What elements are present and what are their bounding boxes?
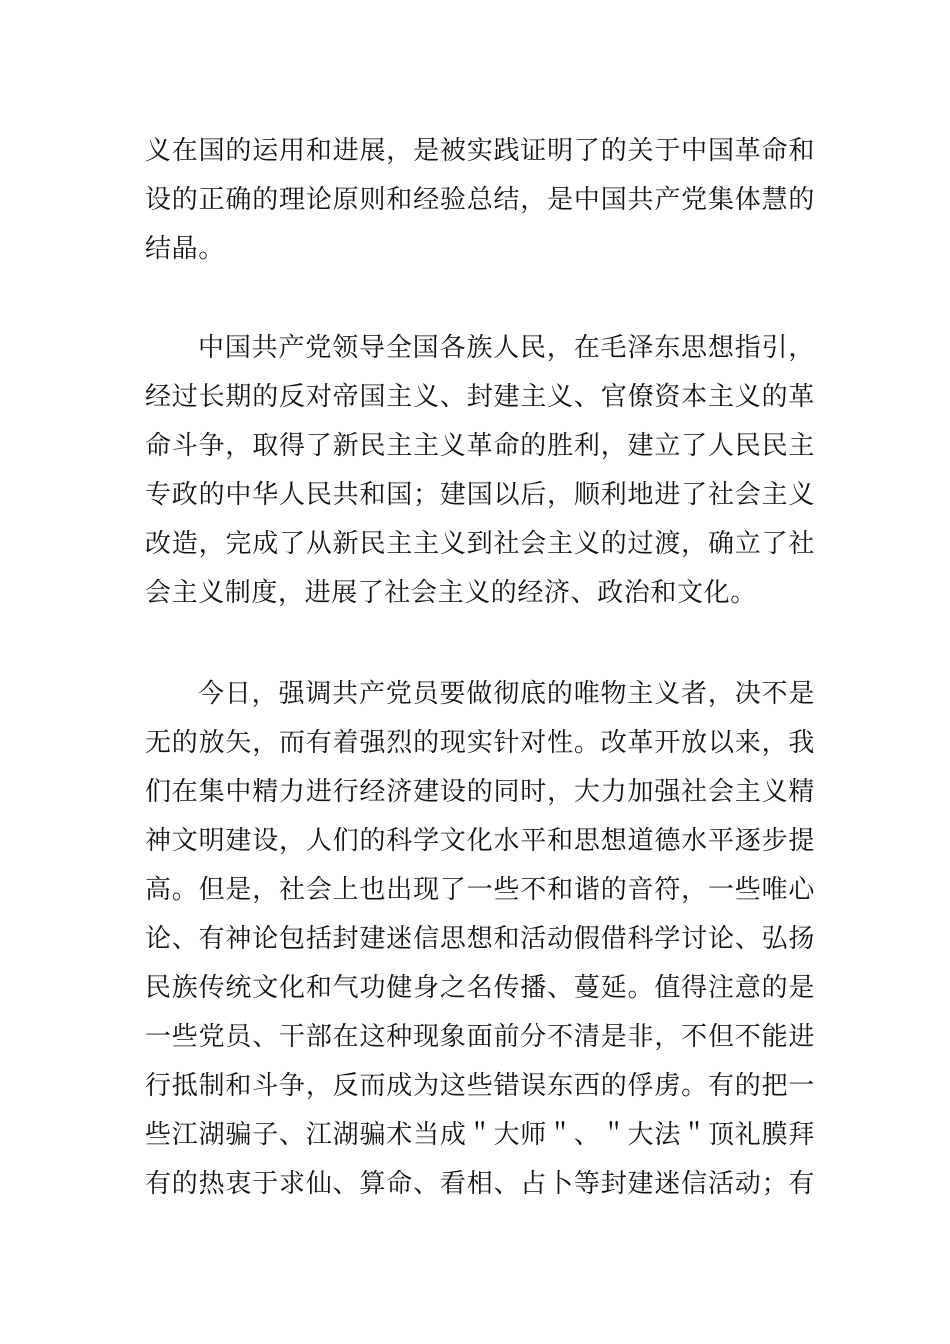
paragraph-2-line-4: 专政的中华人民共和国；建国以后，顺利地进了社会主义	[145, 480, 815, 510]
paragraph-3-line-10: 些江湖骗子、江湖骗术当成＂大师＂、＂大法＂顶礼膜拜	[145, 1120, 815, 1150]
paragraph-3-line-5: 高。但是，社会上也出现了一些不和谐的音符，一些唯心	[145, 875, 815, 905]
paragraph-3-line-11: 有的热衷于求仙、算命、看相、占卜等封建迷信活动；有	[145, 1169, 815, 1199]
paragraph-1-line-2: 设的正确的理论原则和经验总结，是中国共产党集体慧的	[145, 185, 815, 215]
paragraph-2-line-3: 命斗争，取得了新民主主义革命的胜利，建立了人民民主	[145, 431, 815, 461]
paragraph-2-line-5: 改造，完成了从新民主主义到社会主义的过渡，确立了社	[145, 529, 815, 559]
paragraph-3-line-7: 民族传统文化和气功健身之名传播、蔓延。值得注意的是	[145, 973, 815, 1003]
paragraph-3-line-6: 论、有神论包括封建迷信思想和活动假借科学讨论、弘扬	[145, 924, 815, 954]
paragraph-1-line-3: 结晶。	[145, 234, 225, 264]
paragraph-1-line-1: 义在国的运用和进展，是被实践证明了的关于中国革命和	[145, 136, 815, 166]
paragraph-3-line-2: 无的放矢，而有着强烈的现实针对性。改革开放以来，我	[145, 728, 815, 758]
paragraph-2-line-6: 会主义制度，进展了社会主义的经济、政治和文化。	[145, 578, 757, 608]
paragraph-3-line-4: 神文明建设，人们的科学文化水平和思想道德水平逐步提	[145, 826, 815, 856]
paragraph-2-line-2: 经过长期的反对帝国主义、封建主义、官僚资本主义的革	[145, 382, 815, 412]
paragraph-2-line-1: 中国共产党领导全国各族人民，在毛泽东思想指引，	[198, 333, 815, 363]
paragraph-3-line-1: 今日，强调共产党员要做彻底的唯物主义者，决不是	[198, 679, 815, 709]
paragraph-3-line-8: 一些党员、干部在这种现象面前分不清是非，不但不能进	[145, 1022, 815, 1052]
paragraph-3-line-9: 行抵制和斗争，反而成为这些错误东西的俘虏。有的把一	[145, 1071, 815, 1101]
paragraph-3-line-3: 们在集中精力进行经济建设的同时，大力加强社会主义精	[145, 777, 815, 807]
